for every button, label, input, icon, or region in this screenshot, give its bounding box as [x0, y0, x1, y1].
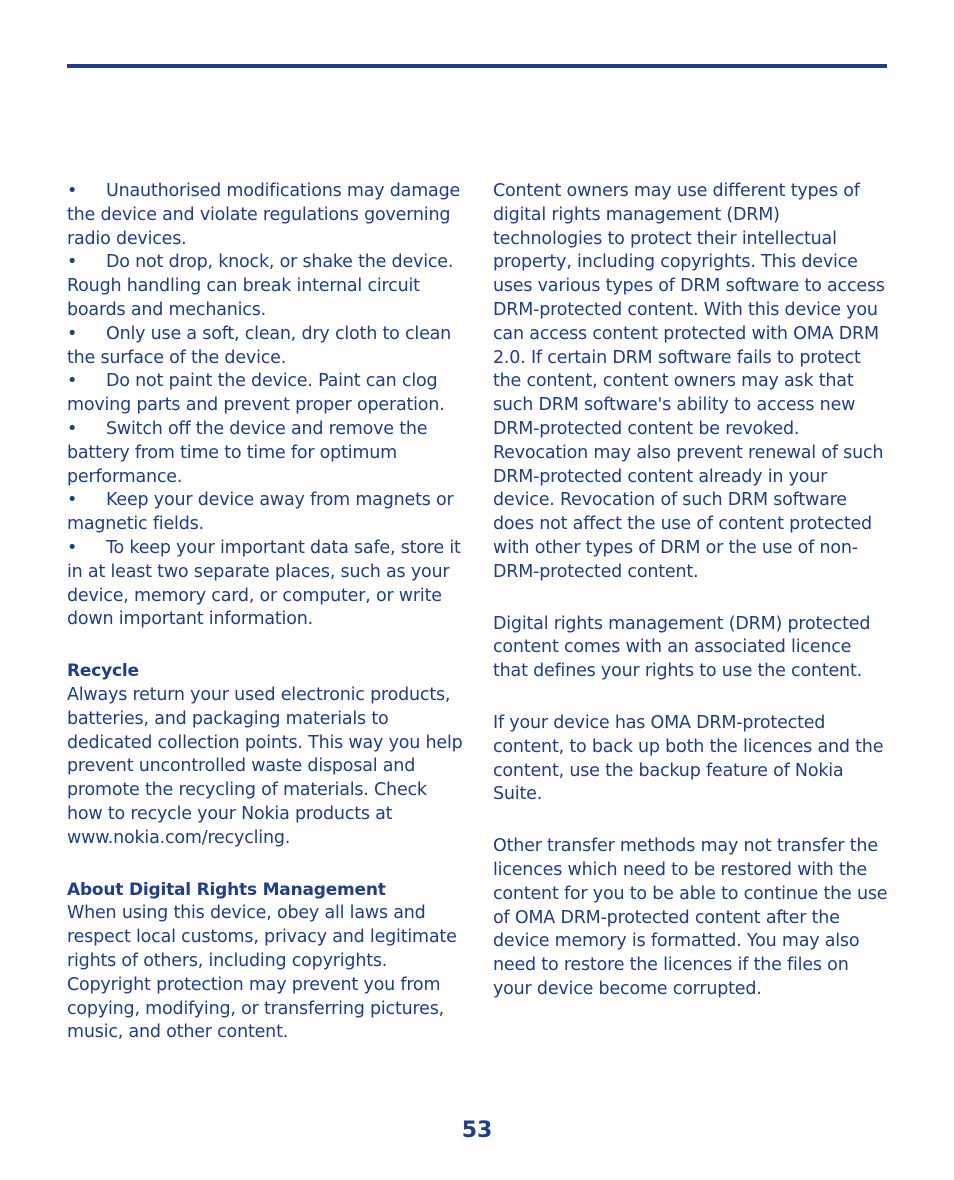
recycle-body: Always return your used electronic products, batteries, and packaging materials to dedicated collection points. This way you help prevent uncontrolled waste disposal and promote the recycling of materials. Check how to recycle your Nokia products at www.nokia.com/recycling.	[67, 684, 463, 848]
drm-body: When using this device, obey all laws and respect local customs, privacy and legitimate rights of others, including copyrights. Copyright protection may prevent you from copying, modifying, or transferring pictures, music, and other content.	[67, 903, 457, 1043]
drm-paragraph: Other transfer methods may not transfer the licences which need to be restored with the content for you to be able to continue the use of OMA DRM-protected content after the device memory is formatted. You may also need to restore the licences if the files on your device become corrupted.	[493, 836, 888, 999]
list-item	[67, 537, 463, 632]
recycle-heading: Recycle	[67, 661, 139, 682]
bullet-icon: •	[67, 181, 78, 201]
list-item	[67, 323, 463, 371]
drm-heading: About Digital Rights Management	[67, 879, 386, 900]
drm-paragraph: Digital rights management (DRM) protected content comes with an associated licence that defines your rights to use the content.	[493, 613, 871, 682]
list-item-text: To keep your important data safe, store it in at least two separate places, such as your device, memory card, or computer, or write down important information.	[67, 537, 461, 630]
drm-paragraph: If your device has OMA DRM-protected content, to back up both the licences and the content, use the backup feature of Nokia Suite.	[493, 712, 884, 805]
list-item	[67, 418, 463, 489]
bullet-icon: •	[67, 252, 78, 273]
bullet-icon: •	[67, 418, 78, 439]
list-item	[67, 370, 463, 418]
bullet-icon: •	[67, 371, 78, 392]
list-item-text: Switch off the device and remove the battery from time to time for optimum performance.	[67, 418, 428, 487]
list-item-text: Keep your device away from magnets or magnetic fields.	[67, 490, 454, 535]
right-column	[493, 180, 889, 1002]
care-bullet-list	[67, 180, 463, 632]
bullet-icon: •	[67, 323, 78, 344]
bullet-icon: •	[67, 490, 78, 511]
drm-paragraph: Content owners may use different types of digital rights management (DRM) technologies to protect their intellectual property, including copyrights. This device uses various types of DRM software to access DRM-protected content. With this device you can access content protected with OMA DRM 2.0. If certain DRM software fails to protect the content, content owners may ask that such DRM software's ability to access new DRM-protected content be revoked. Revocation may also prevent renewal of such DRM-protected content already in your device. Revocation of such DRM software does not affect the use of content protected with other types of DRM or the use of non-DRM-protected content.	[493, 181, 885, 582]
bullet-icon: •	[67, 537, 78, 558]
left-column	[67, 180, 463, 1045]
list-item	[67, 489, 463, 537]
list-item-text: Unauthorised modifications may damage the device and violate regulations governing radio devices.	[67, 181, 461, 249]
page-number: 53	[461, 1118, 493, 1143]
list-item-text: Do not paint the device. Paint can clog moving parts and prevent proper operation.	[67, 371, 445, 416]
list-item	[67, 251, 463, 322]
list-item-text: Do not drop, knock, or shake the device. Rough handling can break internal circuit boards and mechanics.	[67, 252, 454, 320]
list-item-text: Only use a soft, clean, dry cloth to clean the surface of the device.	[67, 323, 452, 368]
list-item	[67, 180, 463, 251]
header-rule	[67, 64, 887, 68]
